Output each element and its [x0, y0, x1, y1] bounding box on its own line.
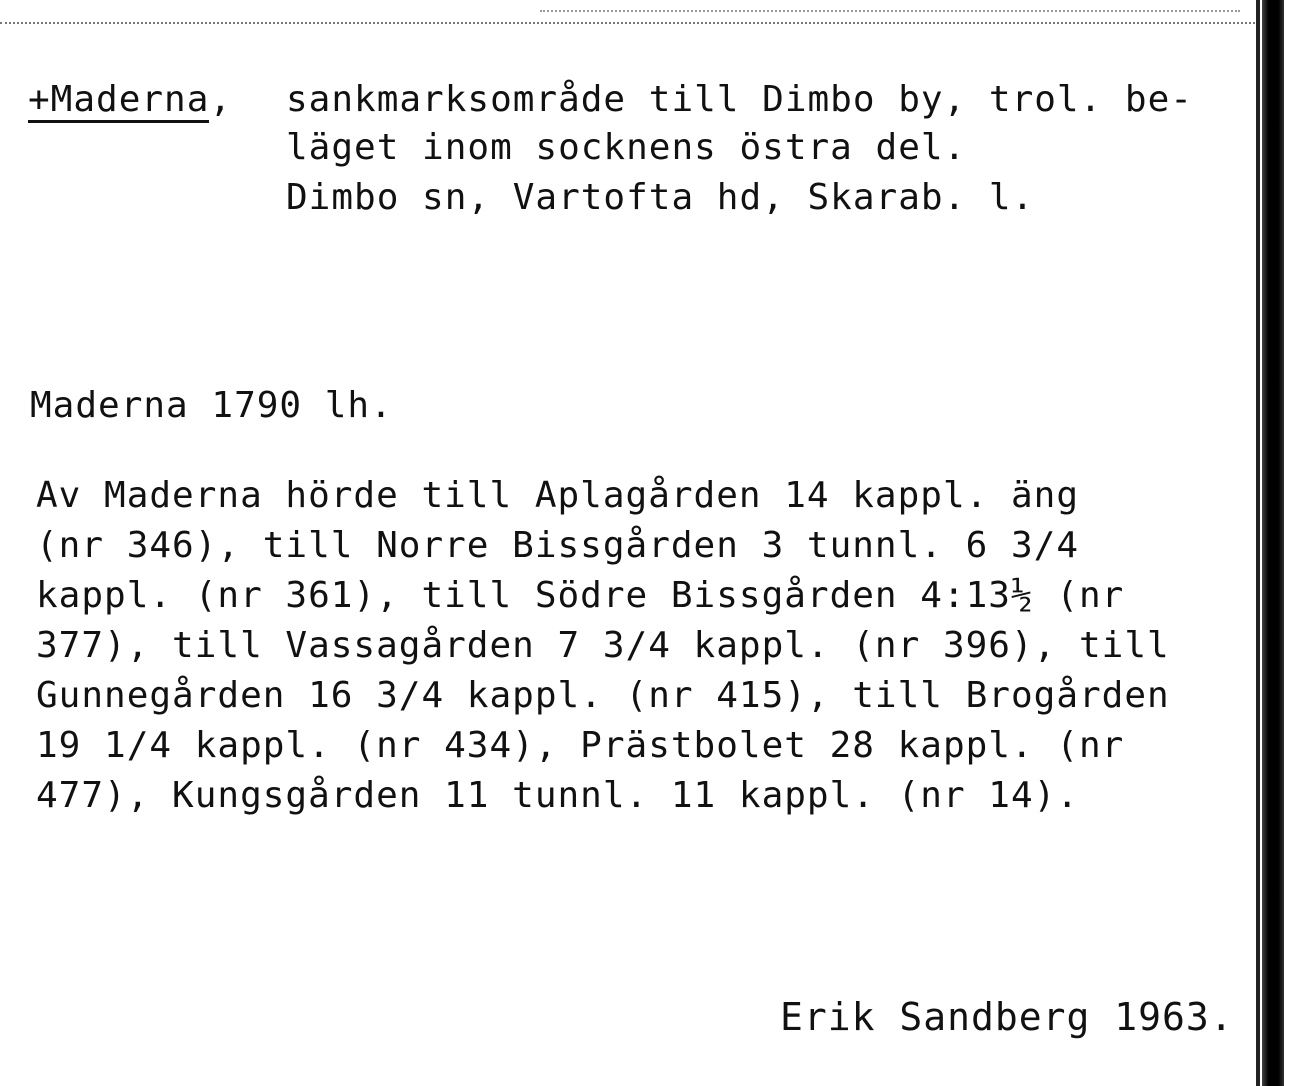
body-line-2: (nr 346), till Norre Bissgården 3 tunnl. 6 3/4: [36, 525, 1079, 566]
body-line-1: Av Maderna hörde till Aplagården 14 kappl. äng: [36, 475, 1079, 516]
definition-line-2: läget inom socknens östra del.: [286, 127, 967, 168]
body-line-7: 477), Kungsgården 11 tunnl. 11 kappl. (nr 14).: [36, 775, 1079, 816]
body-line-4: 377), till Vassagården 7 3/4 kappl. (nr 396), till: [36, 625, 1170, 666]
body-line-3: kappl. (nr 361), till Södre Bissgården 4:13½ (nr: [36, 575, 1125, 616]
card-top-edge-dots: [540, 10, 1240, 12]
body-line-6: 19 1/4 kappl. (nr 434), Prästbolet 28 kappl. (nr: [36, 725, 1125, 766]
body-line-5: Gunnegården 16 3/4 kappl. (nr 415), till Brogården: [36, 675, 1170, 716]
signature: Erik Sandberg 1963.: [780, 995, 1234, 1039]
card-right-edge: [1262, 0, 1284, 1086]
card-right-edge-line: [1256, 0, 1260, 1086]
definition-line-1: sankmarksområde till Dimbo by, trol. be-: [286, 79, 1193, 120]
card-top-edge: [0, 22, 1255, 24]
source-line: Maderna 1790 lh.: [30, 385, 393, 426]
definition-line-3: Dimbo sn, Vartofta hd, Skarab. l.: [286, 177, 1035, 218]
headword: +Maderna,: [28, 78, 232, 122]
